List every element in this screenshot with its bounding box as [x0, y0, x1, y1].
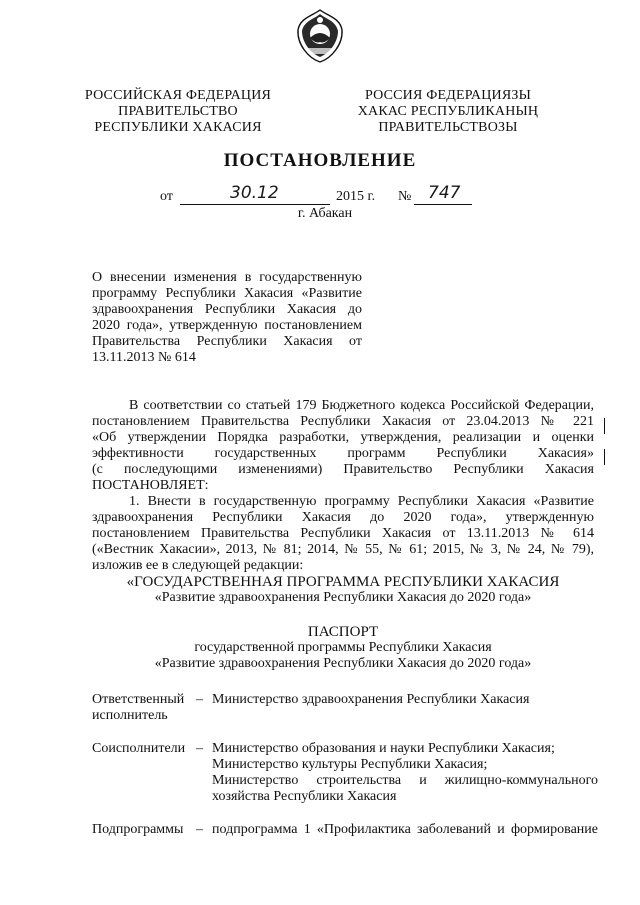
preamble-line-3: «Об утверждении Порядка разработки, утверждения, реализации и оценки	[92, 430, 594, 445]
subprog-value: подпрограмма 1 «Профилактика заболеваний и формирование	[212, 822, 598, 837]
document-title: ПОСТАНОВЛЕНИЕ	[223, 150, 417, 171]
year-label: 2015 г.	[336, 189, 376, 204]
header-right	[348, 88, 548, 136]
passport-subtitle-1: государственной программы Республики Хакасия	[194, 640, 492, 655]
coat-of-arms-emblem	[294, 8, 346, 64]
date-handwritten: 30.12	[230, 183, 279, 203]
passport-row-subprograms	[92, 822, 598, 840]
passport-title: ПАСПОРТ	[307, 624, 379, 640]
responsible-dash: –	[196, 692, 203, 707]
responsible-key-line-1: Ответственный	[92, 692, 185, 707]
number-handwritten: 747	[428, 183, 461, 203]
coexec-value-2: Министерство культуры Республики Хакасия;	[212, 757, 488, 772]
header-right-line-2: ХАКАС РЕСПУБЛИКАНЫҢ	[357, 104, 539, 119]
item1-line-2: здравоохранения Республики Хакасия до 2020 года», утвержденную	[92, 510, 594, 525]
coexec-dash: –	[196, 741, 203, 756]
header-right-line-1: РОССИЯ ФЕДЕРАЦИЯЗЫ	[364, 88, 532, 103]
responsible-key-line-2: исполнитель	[92, 708, 168, 723]
margin-mark-1	[604, 418, 605, 434]
header-left-line-1: РОССИЙСКАЯ ФЕДЕРАЦИЯ	[84, 88, 272, 103]
responsible-value: Министерство здравоохранения Республики Хакасия	[212, 692, 530, 707]
preamble-line-5: (с последующими изменениями) Правительство Республики Хакасия	[92, 462, 594, 477]
main-body	[92, 398, 594, 672]
program-title: «ГОСУДАРСТВЕННАЯ ПРОГРАММА РЕСПУБЛИКИ ХАКАСИЯ	[126, 574, 560, 590]
date-from-label: от	[160, 189, 173, 204]
header-left-line-2: ПРАВИТЕЛЬСТВО	[118, 104, 238, 119]
number-label: №	[398, 189, 412, 204]
program-subtitle: «Развитие здравоохранения Республики Хакасия до 2020 года»	[154, 590, 532, 605]
passport-row-responsible	[92, 692, 598, 726]
city-label: г. Абакан	[297, 206, 353, 221]
margin-mark-2	[604, 449, 605, 465]
header-left	[78, 88, 278, 136]
subprog-key: Подпрограммы	[92, 822, 184, 837]
coexec-value-3: Министерство строительства и жилищно-коммунального	[212, 773, 598, 788]
coexec-value-1: Министерство образования и науки Республики Хакасия;	[212, 741, 555, 756]
passport-subtitle-2: «Развитие здравоохранения Республики Хакасия до 2020 года»	[154, 656, 532, 671]
item1-line-5: изложив ее в следующей редакции:	[92, 558, 304, 573]
coexec-value-4: хозяйства Республики Хакасия	[212, 789, 397, 804]
preamble-line-6: ПОСТАНОВЛЯЕТ:	[92, 478, 209, 493]
item1-line-4: («Вестник Хакасии», 2013, № 81; 2014, № 55, № 61; 2015, № 3, № 24, № 79),	[92, 542, 594, 557]
item1-line-3: постановлением Правительства Республики Хакасия от 13.11.2013 № 614	[92, 526, 594, 541]
item1-line-1: 1. Внести в государственную программу Республики Хакасия «Развитие	[129, 494, 594, 509]
preamble-line-2: постановлением Правительства Республики Хакасия от 23.04.2013 № 221	[92, 414, 594, 429]
passport-row-coexecutors	[92, 741, 598, 807]
coexec-key: Соисполнители	[92, 741, 186, 756]
preamble-line-1: В соответствии со статьей 179 Бюджетного кодекса Российской Федерации,	[129, 398, 594, 413]
preamble-line-4: эффективности государственных программ Республики Хакасия»	[92, 446, 594, 461]
subprog-dash: –	[196, 822, 203, 837]
coexec-values	[212, 741, 598, 805]
header-left-line-3: РЕСПУБЛИКИ ХАКАСИЯ	[94, 120, 262, 135]
responsible-key	[92, 692, 192, 724]
subject-paragraph: О внесении изменения в государственную программу Республики Хакасия «Развитие здравоохранения Республики Хакасия до 2020 года», утвержденную постановлением Правительства Республики Хакасия от 13.11.2013 № 614	[92, 270, 362, 365]
header-right-line-3: ПРАВИТЕЛЬСТВОЗЫ	[378, 120, 518, 135]
